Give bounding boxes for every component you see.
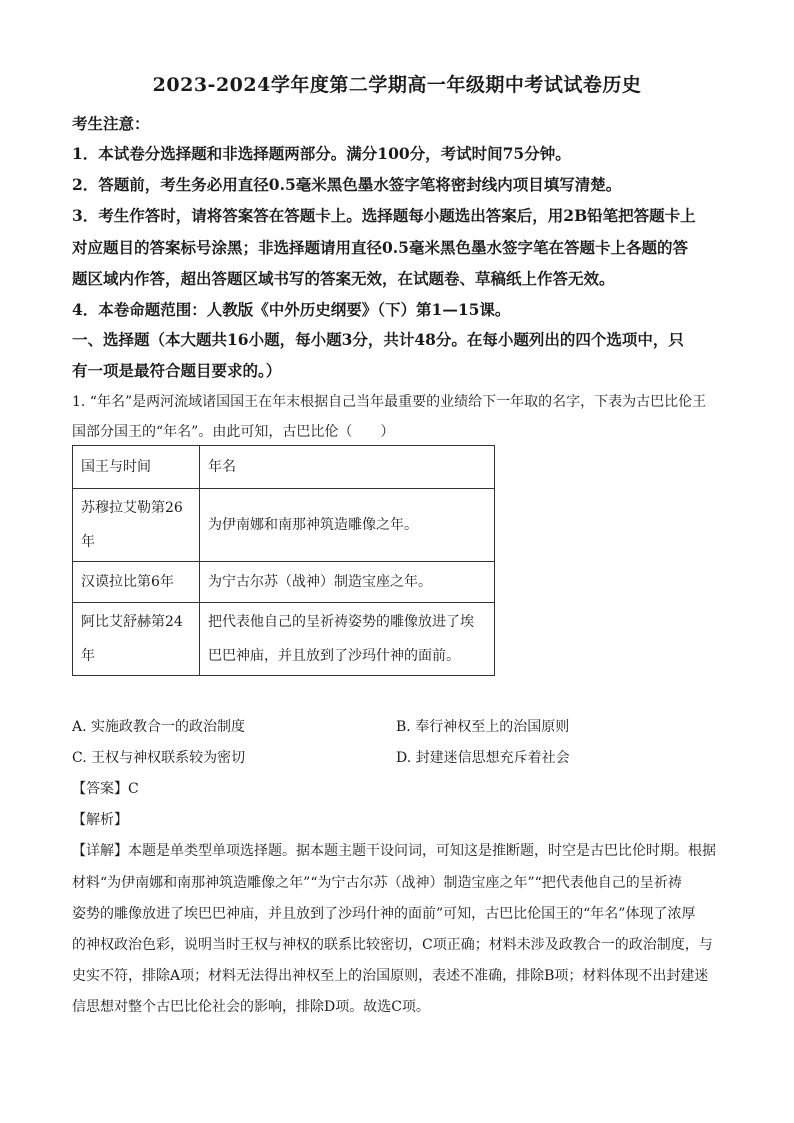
section-heading-line2: 有一项是最符合题目要求的。） [72, 361, 282, 380]
analysis-line-5: 史实不符，排除A项；材料无法得出神权至上的治国原则，表述不准确，排除B项；材料体现不出封建迷 [72, 968, 709, 984]
notice-item-3-line2: 对应题目的答案标号涂黑；非选择题请用直径0.5毫米黑色墨水签字笔在答题卡上各题的答 [72, 238, 688, 257]
table-cell-text: 汉谟拉比第6年 [81, 574, 174, 590]
table-row [73, 603, 495, 676]
table-row [73, 489, 495, 562]
table-cell-text: 为伊南娜和南那神筑造雕像之年。 [208, 517, 418, 533]
page-title: 2023-2024学年度第二学期高一年级期中考试试卷历史 [152, 74, 642, 96]
table-cell-text: 苏穆拉艾勒第26 [81, 500, 183, 516]
notice-item-1: 1．本试卷分选择题和非选择题两部分。满分100分，考试时间75分钟。 [72, 144, 571, 163]
table-cell-text: 为宁古尔苏（战神）制造宝座之年。 [208, 574, 432, 590]
table-cell-king [73, 562, 200, 603]
analysis-line-3: 姿势的雕像放进了埃巴巴神庙，并且放到了沙玛什神的面前”可知，古巴比伦国王的“年名”体现了浓厚 [72, 906, 696, 922]
table-cell-text: 阿比艾舒赫第24 [81, 614, 183, 630]
question-table [72, 445, 495, 676]
notice-heading: 考生注意： [72, 114, 150, 133]
table-cell-year-name [200, 562, 495, 603]
table-header-row [73, 446, 495, 489]
notice-item-4: 4．本卷命题范围：人教版《中外历史纲要》（下）第1—15课。 [72, 300, 511, 319]
table-cell-year-name [200, 603, 495, 676]
table-row [73, 562, 495, 603]
table-cell-year-name [200, 489, 495, 562]
option-b: B. 奉行神权至上的治国原则 [396, 719, 570, 735]
analysis-label: 【解析】 [72, 812, 128, 828]
table-cell-text: 年 [81, 534, 95, 550]
analysis-line-1: 【详解】本题是单类型单项选择题。据本题主题干设问词，可知这是推断题，时空是古巴比伦时期。根据 [72, 843, 716, 859]
section-heading-line1: 一、选择题（本大题共16小题，每小题3分，共计48分。在每小题列出的四个选项中，只 [72, 330, 684, 349]
table-cell-king [73, 603, 200, 676]
option-c: C. 王权与神权联系较为密切 [72, 750, 246, 766]
table-cell-text: 年 [81, 648, 95, 664]
table-cell-text: 把代表他自己的呈祈祷姿势的雕像放进了埃 [208, 614, 474, 630]
answer-line [72, 778, 724, 798]
table-cell-text: 巴巴神庙，并且放到了沙玛什神的面前。 [208, 648, 460, 664]
notice-item-2: 2．答题前，考生务必用直径0.5毫米黑色墨水签字笔将密封线内项目填写清楚。 [72, 175, 622, 194]
option-d: D. 封建迷信思想充斥着社会 [396, 750, 570, 766]
question-stem-line1: 1. “年名”是两河流域诸国国王在年末根据自己当年最重要的业绩给下一年取的名字，下表为古巴比伦王 [72, 394, 707, 410]
table-header-year-name: 年名 [200, 446, 495, 489]
analysis-line-6: 信思想对整个古巴比伦社会的影响，排除D项。故选C项。 [72, 999, 430, 1015]
answer-label: 【答案】 [72, 781, 128, 797]
option-a: A. 实施政教合一的政治制度 [72, 719, 246, 735]
notice-item-3-line3: 题区域内作答，超出答题区域书写的答案无效，在试题卷、草稿纸上作答无效。 [72, 269, 615, 288]
answer-value: C [128, 781, 139, 797]
question-stem-line2: 国部分国王的“年名”。由此可知，古巴比伦（ ） [72, 424, 395, 440]
notice-item-3-line1: 3．考生作答时，请将答案答在答题卡上。选择题每小题选出答案后，用2B铅笔把答题卡上 [72, 206, 696, 225]
analysis-line-2: 材料“为伊南娜和南那神筑造雕像之年”“为宁古尔苏（战神）制造宝座之年”“把代表他自己的呈祈祷 [72, 875, 682, 891]
table-cell-king [73, 489, 200, 562]
table-header-king: 国王与时间 [73, 446, 200, 489]
analysis-line-4: 的神权政治色彩，说明当时王权与神权的联系比较密切，C项正确；材料未涉及政教合一的政治制度，与 [72, 937, 713, 953]
